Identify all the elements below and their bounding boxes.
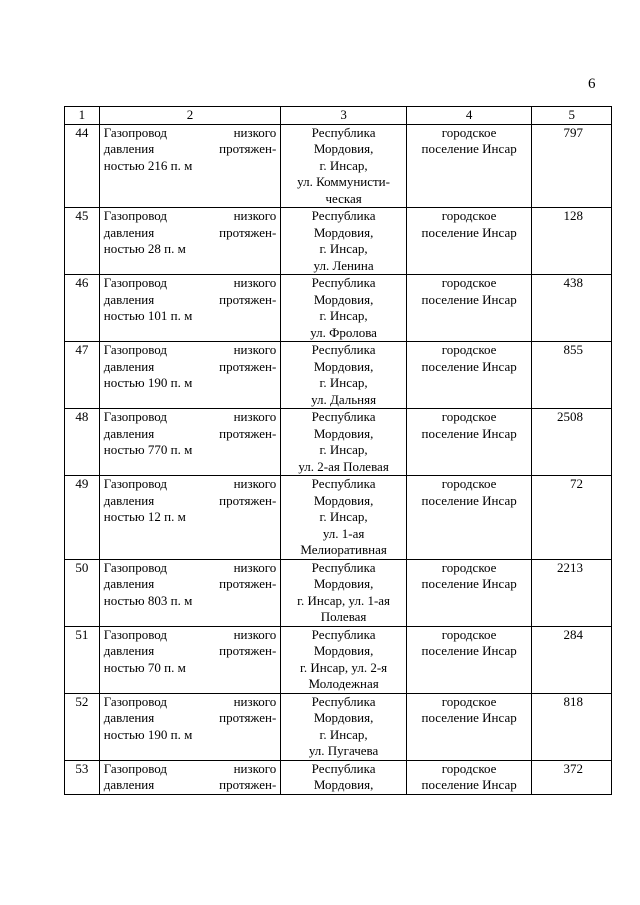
municipality-line: городское xyxy=(441,275,497,290)
object-name-line: ностью 70 п. м xyxy=(103,659,186,675)
object-name-line: давления протяжен- xyxy=(103,358,277,374)
address-line: г. Инсар, ул. 1-ая xyxy=(297,592,391,608)
address-line: Республика xyxy=(311,626,376,642)
address-cell xyxy=(281,693,407,760)
row-number-cell: 48 xyxy=(65,409,100,476)
column-number-header: 2 xyxy=(99,107,281,125)
municipality-line: городское xyxy=(441,476,497,491)
address-line: ул. Ленина xyxy=(313,257,374,273)
address-line: Мордовия, xyxy=(313,425,374,441)
object-name-cell xyxy=(99,559,281,626)
object-name-line: давления протяжен- xyxy=(103,643,277,658)
object-name-line: Газопровод низкого xyxy=(103,476,277,491)
municipality-cell xyxy=(406,342,532,409)
address-line: г. Инсар, xyxy=(319,308,368,323)
address-line: ул. Коммунисти- xyxy=(297,174,390,189)
municipality-line: городское xyxy=(441,626,497,642)
address-line: г. Инсар, xyxy=(319,157,368,173)
row-number-cell: 45 xyxy=(65,208,100,275)
table-body xyxy=(65,107,612,795)
property-registry-table xyxy=(64,106,612,795)
address-line: Республика xyxy=(311,409,376,424)
address-cell xyxy=(281,760,407,794)
address-line: Мордовия, xyxy=(313,141,374,156)
object-name-cell xyxy=(99,342,281,409)
table-row xyxy=(65,476,612,560)
municipality-line: городское xyxy=(441,208,497,223)
municipality-line: городское xyxy=(441,559,497,575)
municipality-line: поселение Инсар xyxy=(421,777,517,792)
value-cell: 2508 xyxy=(532,409,612,476)
object-name-line: давления протяжен- xyxy=(103,425,277,441)
address-line: Полевая xyxy=(320,609,367,624)
municipality-line: поселение Инсар xyxy=(421,224,517,240)
address-line: Республика xyxy=(311,760,376,776)
address-line: ул. Пугачева xyxy=(308,743,379,758)
object-name-line: давления протяжен- xyxy=(103,710,277,725)
address-line: Молодежная xyxy=(308,676,379,691)
municipality-cell xyxy=(406,208,532,275)
object-name-cell xyxy=(99,626,281,693)
address-line: Мордовия, xyxy=(313,643,374,658)
address-cell xyxy=(281,275,407,342)
object-name-line: Газопровод низкого xyxy=(103,626,277,642)
value-cell: 797 xyxy=(532,124,612,208)
municipality-line: поселение Инсар xyxy=(421,492,517,508)
column-number-row xyxy=(65,107,612,125)
address-line: Мордовия, xyxy=(313,492,374,508)
municipality-line: городское xyxy=(441,342,497,357)
municipality-line: городское xyxy=(441,693,497,709)
table-row xyxy=(65,342,612,409)
municipality-cell xyxy=(406,124,532,208)
address-cell xyxy=(281,476,407,560)
object-name-line: Газопровод низкого xyxy=(103,275,277,290)
address-line: Республика xyxy=(311,208,376,223)
object-name-cell xyxy=(99,124,281,208)
address-cell xyxy=(281,559,407,626)
municipality-cell xyxy=(406,693,532,760)
column-number-header: 5 xyxy=(532,107,612,125)
object-name-line: ностью 28 п. м xyxy=(103,241,186,256)
municipality-line: поселение Инсар xyxy=(421,141,517,156)
municipality-cell xyxy=(406,476,532,560)
value-cell: 438 xyxy=(532,275,612,342)
page-number: 6 xyxy=(588,76,596,92)
value-cell: 72 xyxy=(532,476,612,560)
column-number-header: 3 xyxy=(281,107,407,125)
row-number-cell: 53 xyxy=(65,760,100,794)
address-line: г. Инсар, xyxy=(319,241,368,256)
address-line: г. Инсар, xyxy=(319,726,368,742)
object-name-line: Газопровод низкого xyxy=(103,693,277,709)
address-line: Мордовия, xyxy=(313,358,374,374)
value-cell: 855 xyxy=(532,342,612,409)
municipality-line: поселение Инсар xyxy=(421,643,517,658)
object-name-line: давления протяжен- xyxy=(103,291,277,307)
row-number-cell: 52 xyxy=(65,693,100,760)
object-name-line: Газопровод низкого xyxy=(103,760,277,776)
object-name-cell xyxy=(99,760,281,794)
object-name-line: давления протяжен- xyxy=(103,224,277,240)
object-name-line: ностью 190 п. м xyxy=(103,375,193,390)
address-cell xyxy=(281,124,407,208)
object-name-line: давления протяжен- xyxy=(103,141,277,156)
object-name-cell xyxy=(99,208,281,275)
address-line: Мордовия, xyxy=(313,576,374,591)
object-name-line: ностью 216 п. м xyxy=(103,157,193,173)
municipality-line: поселение Инсар xyxy=(421,576,517,591)
municipality-line: городское xyxy=(441,409,497,424)
object-name-line: ностью 803 п. м xyxy=(103,592,193,608)
address-line: Республика xyxy=(311,124,376,140)
table-row xyxy=(65,693,612,760)
address-line: Мордовия, xyxy=(313,710,374,725)
table-row xyxy=(65,409,612,476)
object-name-line: ностью 770 п. м xyxy=(103,442,193,457)
table-row xyxy=(65,626,612,693)
address-line: Республика xyxy=(311,693,376,709)
object-name-cell xyxy=(99,409,281,476)
address-line: г. Инсар, xyxy=(319,442,368,457)
column-number-header: 1 xyxy=(65,107,100,125)
address-line: Мелиоративная xyxy=(300,542,387,557)
address-cell xyxy=(281,208,407,275)
object-name-line: ностью 12 п. м xyxy=(103,509,186,524)
table-row xyxy=(65,124,612,208)
address-line: ул. 1-ая xyxy=(322,525,365,541)
object-name-line: ностью 190 п. м xyxy=(103,726,193,742)
address-line: ул. 2-ая Полевая xyxy=(298,458,389,474)
address-line: г. Инсар, xyxy=(319,509,368,524)
municipality-line: поселение Инсар xyxy=(421,425,517,441)
address-cell xyxy=(281,409,407,476)
address-cell xyxy=(281,626,407,693)
object-name-cell xyxy=(99,693,281,760)
municipality-line: поселение Инсар xyxy=(421,358,517,374)
object-name-line: Газопровод низкого xyxy=(103,559,277,575)
table-row xyxy=(65,275,612,342)
table-row xyxy=(65,760,612,794)
row-number-cell: 44 xyxy=(65,124,100,208)
column-number-header: 4 xyxy=(406,107,532,125)
row-number-cell: 50 xyxy=(65,559,100,626)
object-name-cell xyxy=(99,476,281,560)
municipality-line: поселение Инсар xyxy=(421,291,517,307)
value-cell: 818 xyxy=(532,693,612,760)
row-number-cell: 51 xyxy=(65,626,100,693)
value-cell: 2213 xyxy=(532,559,612,626)
object-name-line: Газопровод низкого xyxy=(103,208,277,223)
row-number-cell: 46 xyxy=(65,275,100,342)
value-cell: 128 xyxy=(532,208,612,275)
row-number-cell: 49 xyxy=(65,476,100,560)
table-row xyxy=(65,208,612,275)
value-cell: 284 xyxy=(532,626,612,693)
table-row xyxy=(65,559,612,626)
object-name-line: Газопровод низкого xyxy=(103,342,277,357)
municipality-cell xyxy=(406,409,532,476)
object-name-line: Газопровод низкого xyxy=(103,409,277,424)
municipality-cell xyxy=(406,559,532,626)
object-name-line: давления протяжен- xyxy=(103,576,277,591)
address-line: г. Инсар, ул. 2-я xyxy=(300,659,388,675)
municipality-line: городское xyxy=(441,124,497,140)
address-line: г. Инсар, xyxy=(319,375,368,390)
object-name-line: ностью 101 п. м xyxy=(103,308,193,323)
object-name-line: Газопровод низкого xyxy=(103,124,277,140)
object-name-cell xyxy=(99,275,281,342)
address-cell xyxy=(281,342,407,409)
address-line: Мордовия, xyxy=(313,224,374,240)
row-number-cell: 47 xyxy=(65,342,100,409)
object-name-line: давления протяжен- xyxy=(103,777,277,792)
municipality-cell xyxy=(406,760,532,794)
address-line: ул. Дальняя xyxy=(311,391,377,407)
municipality-line: поселение Инсар xyxy=(421,710,517,725)
address-line: ческая xyxy=(325,190,362,206)
address-line: Республика xyxy=(311,476,376,491)
municipality-cell xyxy=(406,275,532,342)
object-name-line: давления протяжен- xyxy=(103,492,277,508)
address-line: Мордовия, xyxy=(313,291,374,307)
address-line: Республика xyxy=(311,342,376,357)
municipality-cell xyxy=(406,626,532,693)
address-line: Республика xyxy=(311,275,376,290)
municipality-line: городское xyxy=(441,760,497,776)
value-cell: 372 xyxy=(532,760,612,794)
address-line: Мордовия, xyxy=(313,777,374,792)
address-line: Республика xyxy=(311,559,376,575)
address-line: ул. Фролова xyxy=(310,324,377,340)
